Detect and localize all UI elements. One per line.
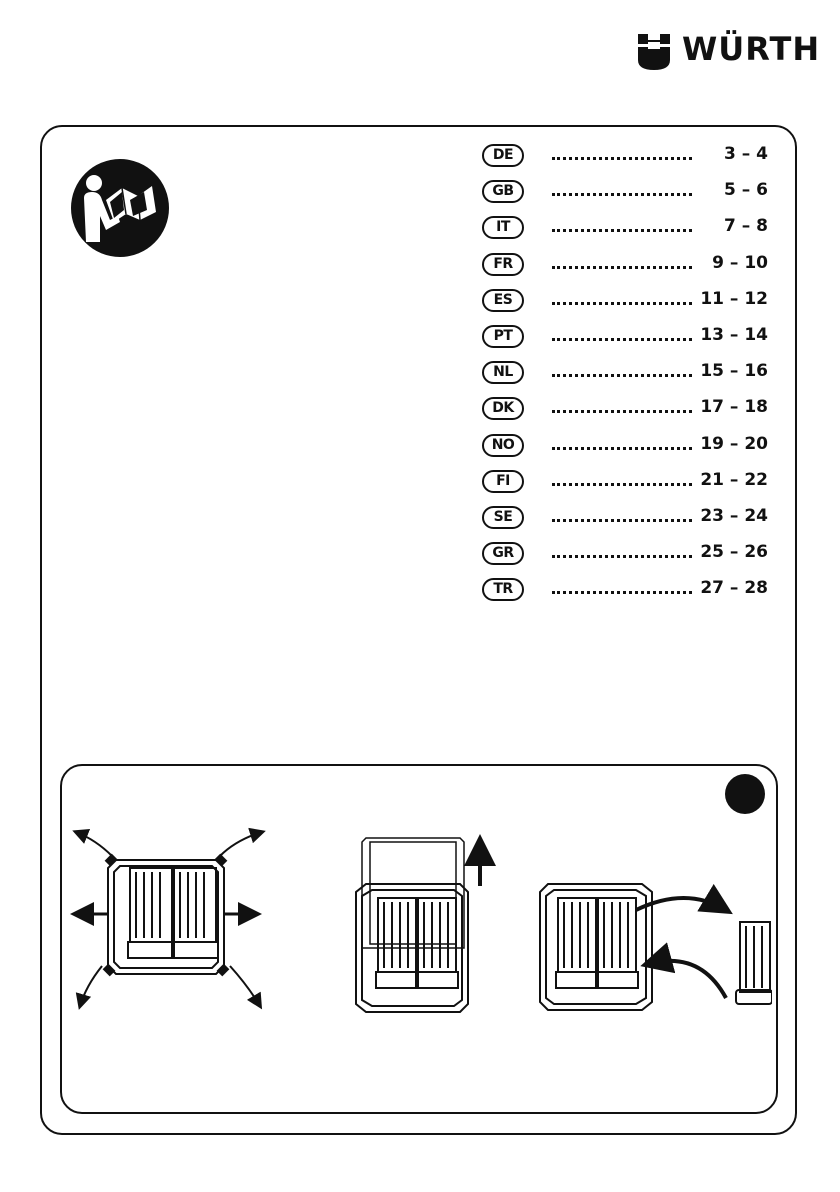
page-range: 7 – 8 bbox=[724, 216, 768, 237]
index-row-dk[interactable] bbox=[478, 393, 778, 429]
page-range: 17 – 18 bbox=[700, 397, 768, 418]
language-badge: NL bbox=[482, 361, 524, 384]
wuerth-logo bbox=[636, 30, 821, 72]
language-index bbox=[478, 140, 778, 610]
index-row-no[interactable] bbox=[478, 430, 778, 466]
language-badge: DK bbox=[482, 397, 524, 420]
page-range: 9 – 10 bbox=[712, 252, 768, 273]
page-range: 23 – 24 bbox=[700, 505, 768, 526]
language-badge: NO bbox=[482, 434, 524, 457]
page-range: 27 – 28 bbox=[700, 578, 768, 599]
dot-leader bbox=[552, 365, 692, 377]
dot-leader bbox=[552, 148, 692, 160]
dot-leader bbox=[552, 401, 692, 413]
index-row-fi[interactable] bbox=[478, 466, 778, 502]
language-badge: ES bbox=[482, 289, 524, 312]
index-row-gr[interactable] bbox=[478, 538, 778, 574]
page-range: 19 – 20 bbox=[700, 433, 768, 454]
index-row-gb[interactable] bbox=[478, 176, 778, 212]
language-badge: TR bbox=[482, 578, 524, 601]
page-range: 15 – 16 bbox=[700, 361, 768, 382]
dot-leader bbox=[552, 438, 692, 450]
index-row-nl[interactable] bbox=[478, 357, 778, 393]
read-manual-icon bbox=[70, 158, 170, 258]
language-badge: FR bbox=[482, 253, 524, 276]
dot-leader bbox=[552, 184, 692, 196]
tube-replacement-illustration bbox=[536, 880, 772, 1014]
page-range: 5 – 6 bbox=[724, 180, 768, 201]
step-marker bbox=[725, 774, 765, 814]
lamp-cover-removal-illustration bbox=[350, 828, 500, 1014]
language-badge: DE bbox=[482, 144, 524, 167]
index-row-de[interactable] bbox=[478, 140, 778, 176]
index-row-pt[interactable] bbox=[478, 321, 778, 357]
dot-leader bbox=[552, 220, 692, 232]
index-row-tr[interactable] bbox=[478, 574, 778, 610]
index-row-fr[interactable] bbox=[478, 249, 778, 285]
dot-leader bbox=[552, 293, 692, 305]
index-row-es[interactable] bbox=[478, 285, 778, 321]
wuerth-logo-icon bbox=[636, 32, 672, 72]
lamp-housing-open-clips-illustration bbox=[66, 826, 272, 1012]
dot-leader bbox=[552, 257, 692, 269]
dot-leader bbox=[552, 474, 692, 486]
page-range: 21 – 22 bbox=[700, 469, 768, 490]
brand-name: WÜRTH bbox=[682, 30, 821, 68]
page-range: 11 – 12 bbox=[700, 288, 768, 309]
page-range: 13 – 14 bbox=[700, 324, 768, 345]
language-badge: GB bbox=[482, 180, 524, 203]
language-badge: SE bbox=[482, 506, 524, 529]
language-badge: GR bbox=[482, 542, 524, 565]
language-badge: IT bbox=[482, 216, 524, 239]
index-row-se[interactable] bbox=[478, 502, 778, 538]
language-badge: PT bbox=[482, 325, 524, 348]
language-badge: FI bbox=[482, 470, 524, 493]
page-range: 25 – 26 bbox=[700, 542, 768, 563]
dot-leader bbox=[552, 582, 692, 594]
index-row-it[interactable] bbox=[478, 212, 778, 248]
page-range: 3 – 4 bbox=[724, 144, 768, 164]
dot-leader bbox=[552, 510, 692, 522]
dot-leader bbox=[552, 329, 692, 341]
dot-leader bbox=[552, 546, 692, 558]
